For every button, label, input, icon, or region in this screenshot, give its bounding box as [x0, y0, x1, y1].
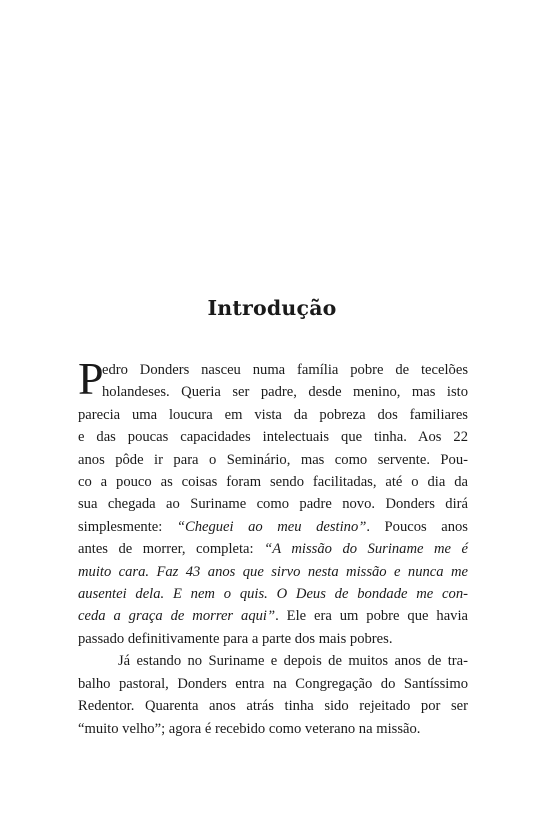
text-line: passado definitivamente para a parte dos mais pobres. — [78, 630, 393, 647]
quote-segment: “Cheguei ao meu destino” — [176, 518, 367, 535]
text-line: co a pouco as coisas foram sendo facilitadas, até o dia da — [78, 474, 468, 491]
text-segment: . Ele era um pobre que havia — [275, 608, 469, 625]
quote-segment: ausentei dela. E nem o quis. O Deus de bondade me con- — [78, 586, 468, 603]
text-segment: antes de morrer, completa: — [78, 541, 265, 558]
quote-segment: muito cara. Faz 43 anos que sirvo nesta missão e nunca me — [78, 563, 468, 580]
text-line — [78, 538, 468, 560]
text-segment: . Poucos anos — [366, 518, 468, 535]
text-line — [78, 583, 468, 605]
text-line: “muito velho”; agora é recebido como veterano na missão. — [78, 720, 421, 737]
page-title: Introdução — [207, 296, 337, 320]
text-line: anos pôde ir para o Seminário, mas como servente. Pou- — [78, 451, 468, 468]
quote-segment: ceda a graça de morrer aqui” — [78, 608, 276, 625]
text-line: Já estando no Suriname e depois de muitos anos de tra- — [118, 653, 468, 670]
quote-segment: “A missão do Suriname me é — [264, 541, 468, 558]
drop-cap: P — [78, 353, 104, 404]
body-text — [78, 359, 468, 740]
text-line — [78, 605, 468, 627]
text-line: Redentor. Quarenta anos atrás tinha sido rejeitado por ser — [78, 698, 468, 715]
text-line: balho pastoral, Donders entra na Congregação do Santíssimo — [78, 675, 468, 692]
text-line — [78, 561, 468, 583]
text-segment: simplesmente: — [78, 518, 177, 535]
text-line: parecia uma loucura em vista da pobreza dos familiares — [78, 406, 468, 423]
text-line — [78, 516, 468, 538]
text-line: e das poucas capacidades intelectuais que tinha. Aos 22 — [78, 429, 468, 446]
text-line: holandeses. Queria ser padre, desde menino, mas isto — [102, 384, 468, 401]
text-line: edro Donders nasceu numa família pobre de tecelões — [102, 362, 468, 378]
text-line: sua chegada ao Suriname como padre novo. Donders dirá — [78, 496, 468, 513]
